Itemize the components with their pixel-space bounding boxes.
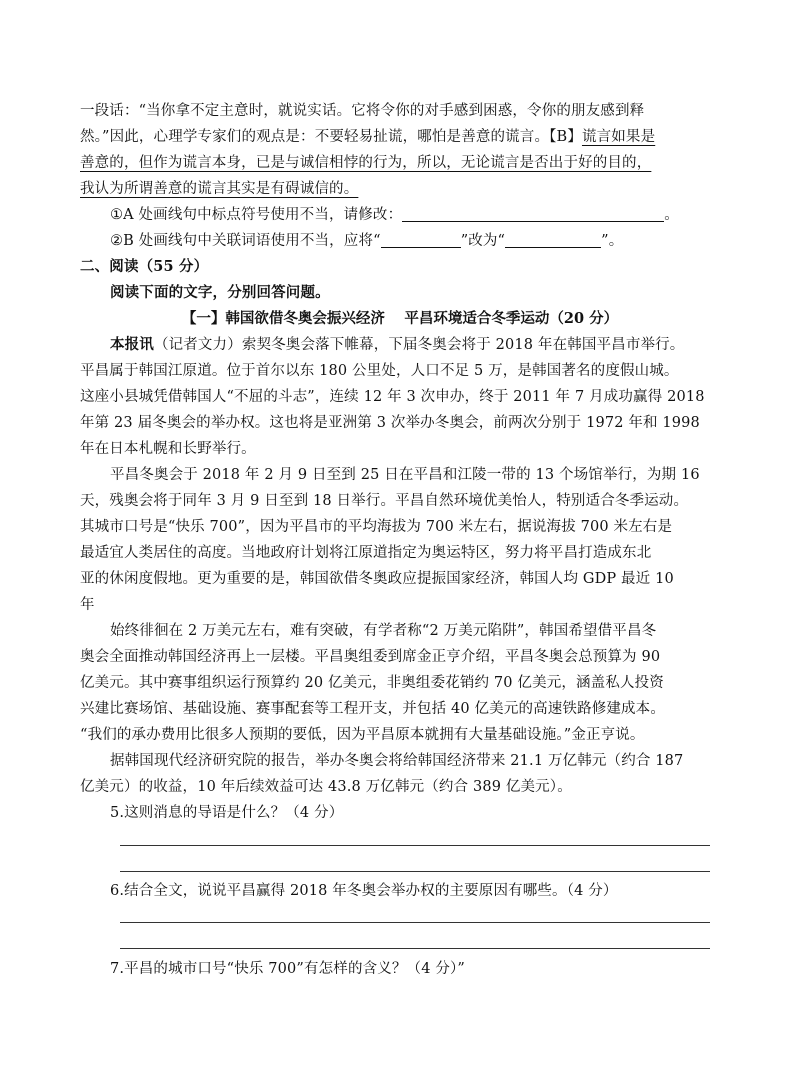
question-item-b (110, 228, 750, 254)
text-line: 年第 23 届冬奥会的举办权。这也将是亚洲第 3 次举办冬奥会，前两次分别于 1972 年和 1998 (80, 415, 700, 431)
underlined-sentence-b: 善意的，但作为谎言本身，已是与诚信相悖的行为，所以，无论谎言是否出于好的目的， (80, 155, 652, 171)
text-line: 始终徘徊在 2 万美元左右，难有突破，有学者称“2 万美元陷阱”，韩国希望借平昌冬 (110, 623, 657, 639)
underlined-sentence-b: 我认为所谓善意的谎言其实是有碍诚信的。 (80, 181, 359, 197)
question-5: 5.这则消息的导语是什么？（4 分） (110, 805, 344, 821)
question-item-a (110, 202, 750, 228)
answer-blank[interactable] (505, 231, 601, 248)
text-line (80, 124, 720, 150)
item-text: 。 (664, 207, 679, 223)
answer-blank[interactable] (381, 231, 461, 248)
instruction: 阅读下面的文字，分别回答问题。 (110, 284, 330, 301)
text-line: 平昌属于韩国江原道。位于首尔以东 180 公里处，人口不足 5 万，是韩国著名的度假山城。 (80, 363, 679, 379)
text-line: 亿美元）的收益，10 年后续效益可达 43.8 万亿韩元（约合 389 亿美元）。 (80, 779, 572, 795)
text-span: 然。”因此，心理学专家们的观点是：不要轻易扯谎，哪怕是善意的谎言。【B】 (80, 129, 582, 145)
text-line: 奥会全面推动韩国经济再上一层楼。平昌奥组委到席金正亨介绍，平昌冬奥会总预算为 90 (80, 649, 661, 665)
item-text: ②B 处画线句中关联词语使用不当，应将“ (110, 233, 381, 249)
question-6: 6.结合全文，说说平昌赢得 2018 年冬奥会举办权的主要原因有哪些。（4 分） (110, 883, 618, 899)
section-heading: 二、阅读（55 分） (80, 258, 209, 275)
text-line: 年在日本札幌和长野举行。 (80, 441, 256, 457)
text-line: 亚的休闲度假地。更为重要的是，韩国欲借冬奥政应提振国家经济，韩国人均 GDP 最近 10 (80, 571, 674, 587)
item-text: ”。 (601, 233, 624, 249)
lead-label: 本报讯 (110, 336, 154, 353)
text-line: 最适宜人类居住的高度。当地政府计划将江原道指定为奥运特区，努力将平昌打造成东北 (80, 545, 652, 561)
answer-line[interactable] (120, 845, 710, 846)
answer-blank[interactable] (402, 205, 664, 222)
underlined-sentence-b: 谎言如果是 (581, 129, 656, 145)
text-line: 天，残奥会将于同年 3 月 9 日至到 18 日举行。平昌自然环境优美怡人，特别适合冬季运动。 (80, 493, 689, 509)
answer-line[interactable] (120, 948, 710, 949)
text-line: 亿美元。其中赛事组织运行预算约 20 亿美元，非奥组委花销约 70 亿美元，涵盖私人投资 (80, 675, 664, 691)
answer-line[interactable] (120, 922, 710, 923)
text-line: 兴建比赛场馆、基础设施、赛事配套等工程开支，并包括 40 亿美元的高速铁路修建成本。 (80, 701, 665, 717)
item-text: ”改为“ (460, 233, 506, 249)
text-line: 年 (80, 597, 95, 613)
text-line: 据韩国现代经济研究院的报告，举办冬奥会将给韩国经济带来 21.1 万亿韩元（约合 187 (110, 753, 684, 769)
question-7: 7.平昌的城市口号“快乐 700”有怎样的含义？（4 分）” (110, 961, 465, 977)
text-line: “我们的承办费用比很多人预期的要低，因为平昌原本就拥有大量基础设施。”金正亨说。 (80, 727, 645, 743)
text-line: 平昌冬奥会于 2018 年 2 月 9 日至到 25 日在平昌和江陵一带的 13 个场馆举行，为期 16 (110, 467, 700, 483)
text-line: 一段话：“当你拿不定主意时，就说实话。它将令你的对手感到困惑，令你的朋友感到释 (80, 103, 645, 119)
answer-line[interactable] (120, 871, 710, 872)
text-span: （记者文力）索契冬奥会落下帷幕，下届冬奥会将于 2018 年在韩国平昌市举行。 (153, 337, 685, 353)
text-line: 其城市口号是“快乐 700”，因为平昌市的平均海拔为 700 米左右，据说海拔 700 米左右是 (80, 519, 673, 535)
article-title: 【一】韩国欲借冬奥会振兴经济 平昌环境适合冬季运动（20 分） (181, 310, 619, 327)
item-text: ①A 处画线句中标点符号使用不当，请修改： (110, 207, 403, 223)
text-line (110, 332, 750, 358)
text-line: 这座小县城凭借韩国人“不屈的斗志”，连续 12 年 3 次申办，终于 2011 年 7 月成功赢得 2018 (80, 389, 705, 405)
